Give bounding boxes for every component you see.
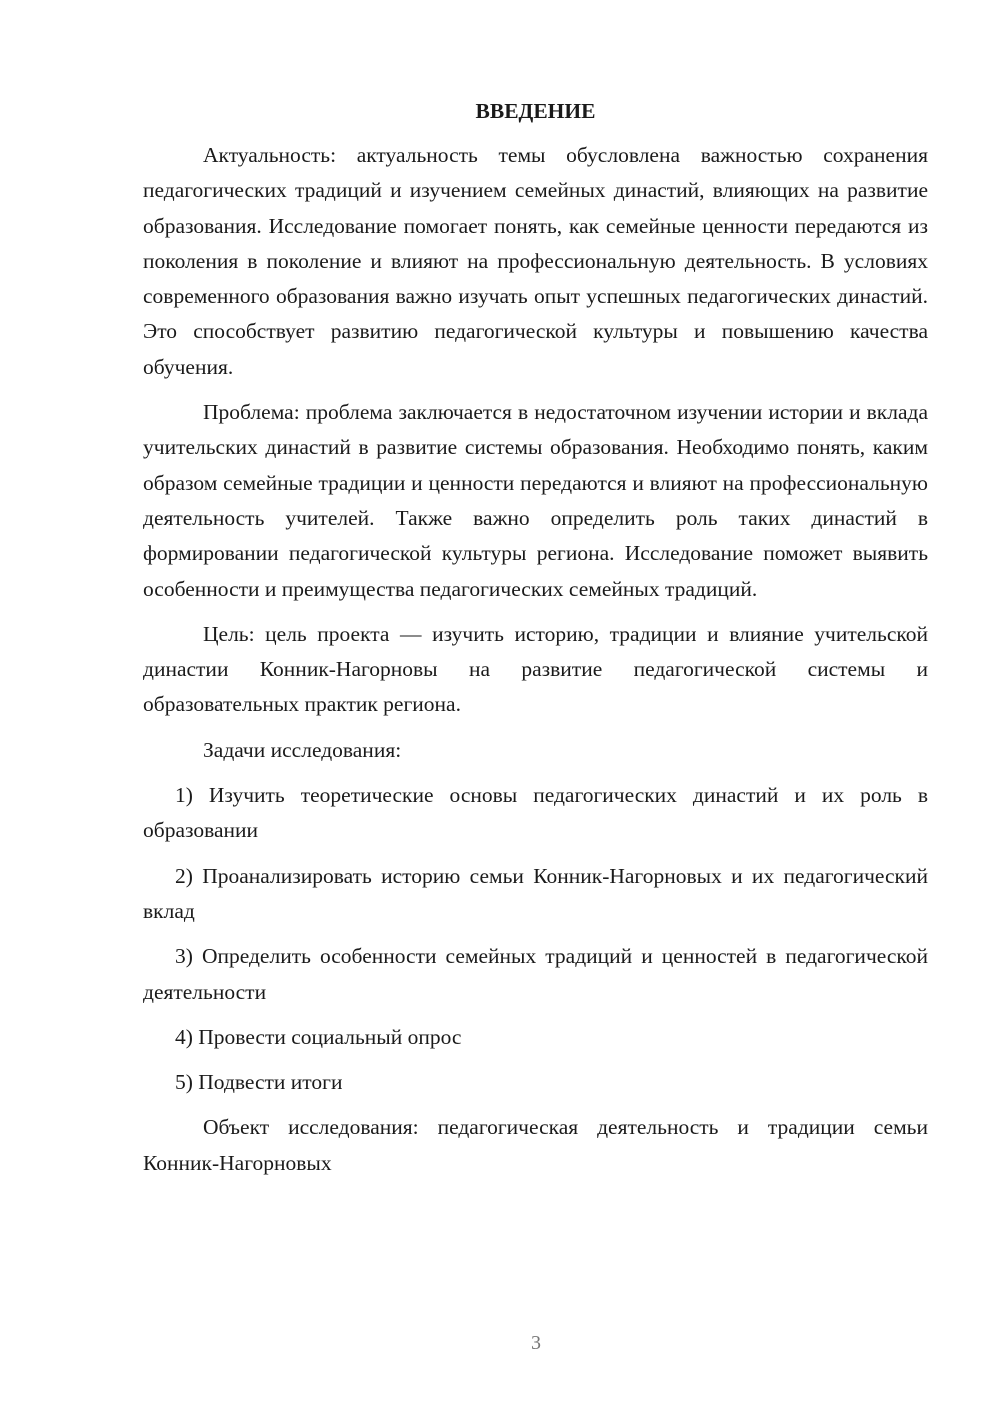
task-item: 1) Изучить теоретические основы педагогических династий и их роль в образовании	[143, 783, 928, 843]
paragraph-relevance: Актуальность: актуальность темы обусловлена важностью сохранения педагогических традиций и изучением семейных династий, влияющих на развитие образования. Исследование помогает понять, как семейные ценности передаются из поколения в поколение и влияют на профессиональную деятельность. В условиях современного образования важно изучать опыт успешных педагогических династий. Это способствует развитию педагогической культуры и повышению качества обучения.	[143, 143, 928, 379]
page-number: 3	[531, 1332, 541, 1354]
section-title: ВВЕДЕНИЕ	[475, 99, 596, 123]
page-content	[143, 96, 928, 1191]
task-item: 2) Проанализировать историю семьи Конник-Нагорновых и их педагогический вклад	[143, 863, 928, 923]
task-item: 5) Подвести итоги	[175, 1070, 343, 1095]
paragraph-problem: Проблема: проблема заключается в недостаточном изучении истории и вклада учительских династий в развитие системы образования. Необходимо понять, каким образом семейные традиции и ценности передаются и влияют на профессиональную деятельность учителей. Также важно определить роль таких династий в формировании педагогической культуры региона. Исследование поможет выявить особенности и преимущества педагогических семейных традиций.	[143, 400, 928, 601]
task-item: 4) Провести социальный опрос	[175, 1024, 462, 1049]
paragraph-goal: Цель: цель проекта — изучить историю, традиции и влияние учительской династии Конник-Нагорновы на развитие педагогической системы и образовательных практик региона.	[143, 621, 928, 717]
tasks-heading: Задачи исследования:	[203, 737, 402, 762]
paragraph-object: Объект исследования: педагогическая деятельность и традиции семьи Конник-Нагорновых	[143, 1115, 928, 1175]
task-item: 3) Определить особенности семейных традиций и ценностей в педагогической деятельности	[143, 944, 928, 1004]
